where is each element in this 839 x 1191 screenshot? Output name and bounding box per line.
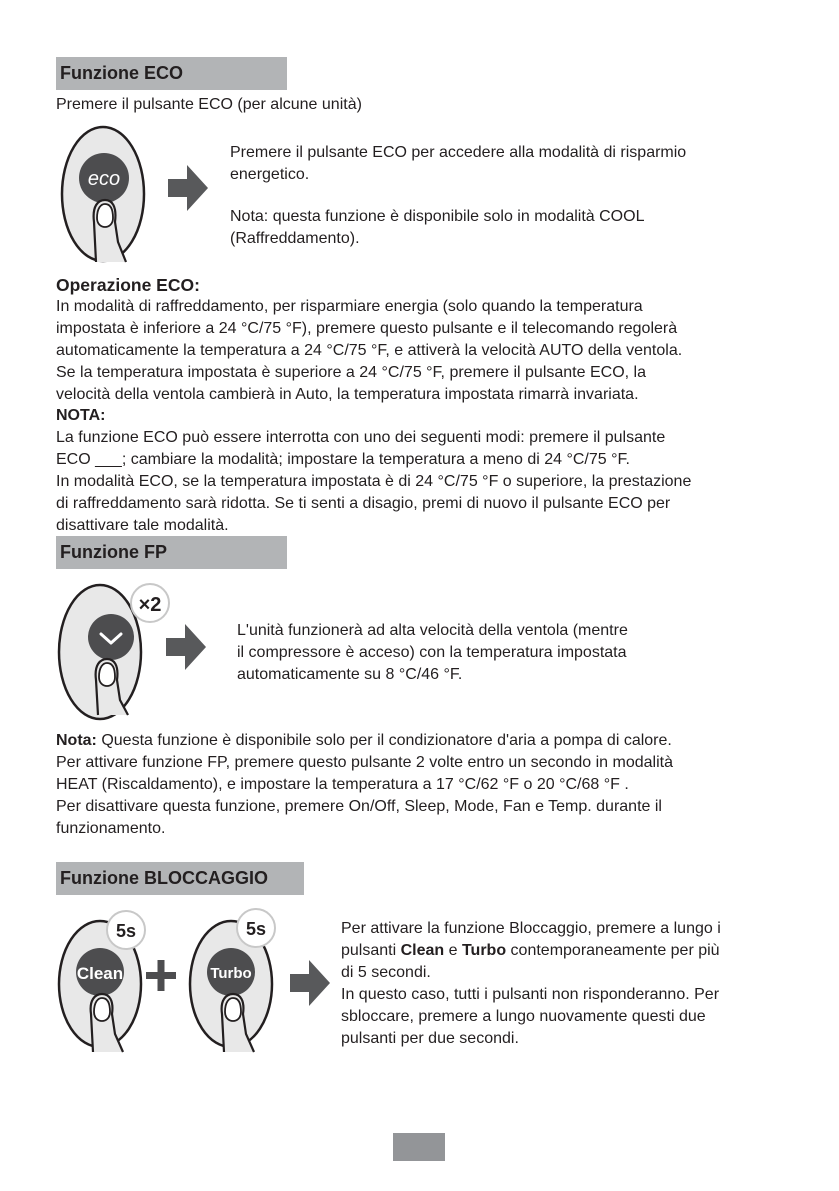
eco-note-line2: (Raffreddamento). — [230, 230, 360, 247]
eco-operation-line: automaticamente la temperatura a 24 °C/75 °F, e attiverà la velocità AUTO della ventola. — [56, 342, 683, 359]
fp-note-first-line: Nota: Questa funzione è disponibile solo per il condizionatore d'aria a pompa di calore. — [56, 732, 672, 749]
eco-note-line1: Nota: questa funzione è disponibile solo in modalità COOL — [230, 208, 645, 225]
eco-nota-line: ECO ___; cambiare la modalità; impostare la temperatura a meno di 24 °C/75 °F. — [56, 451, 630, 468]
eco-nota-line: In modalità ECO, se la temperatura impostata è di 24 °C/75 °F o superiore, la prestazione — [56, 473, 692, 490]
fp-desc-line: automaticamente su 8 °C/46 °F. — [237, 666, 463, 683]
lock-desc-line: di 5 secondi. — [341, 964, 431, 981]
svg-text:eco: eco — [87, 168, 121, 190]
svg-text:Clean: Clean — [76, 964, 124, 983]
arrow-right-icon — [166, 624, 206, 670]
fp-note-line: HEAT (Riscaldamento), e impostare la temperatura a 17 °C/62 °F o 20 °C/68 °F . — [56, 776, 629, 793]
eco-desc-line2: energetico. — [230, 166, 310, 183]
arrow-right-icon — [168, 165, 208, 211]
eco-operation-line: velocità della ventola cambierà in Auto, la temperatura impostata rimarrà invariata. — [56, 386, 639, 403]
fp-desc-line: L'unità funzionerà ad alta velocità della ventola (mentre — [237, 622, 628, 639]
eco-desc-line1: Premere il pulsante ECO per accedere alla modalità di risparmio — [230, 144, 687, 161]
eco-nota-title: NOTA: — [56, 407, 106, 424]
lock-desc-line: pulsanti Clean e Turbo contemporaneamente per più — [341, 942, 720, 959]
eco-operation-line: Se la temperatura impostata è superiore a 24 °C/75 °F, premere il pulsante ECO, la — [56, 364, 646, 381]
section-header-eco: Funzione ECO — [56, 57, 287, 90]
fp-desc-line: il compressore è acceso) con la temperatura impostata — [237, 644, 627, 661]
arrow-right-icon — [290, 960, 330, 1006]
lock-remote-illustration — [56, 906, 336, 1058]
eco-nota-line: La funzione ECO può essere interrotta con uno dei seguenti modi: premere il pulsante — [56, 429, 666, 446]
lock-desc-line: In questo caso, tutti i pulsanti non risponderanno. Per — [341, 986, 720, 1003]
lock-desc-line: Per attivare la funzione Bloccaggio, premere a lungo i — [341, 920, 721, 937]
fp-note-line: Per attivare funzione FP, premere questo pulsante 2 volte entro un secondo in modalità — [56, 754, 673, 771]
turbo-keyword: Turbo — [461, 942, 507, 959]
lock-desc-line: pulsanti per due secondi. — [341, 1030, 519, 1047]
lock-desc-line: sbloccare, premere a lungo nuovamente questi due — [341, 1008, 706, 1025]
eco-operation-line: impostata è inferiore a 24 °C/75 °F), premere questo pulsante e il telecomando regolerà — [56, 320, 678, 337]
section-header-lock: Funzione BLOCCAGGIO — [56, 862, 304, 895]
svg-text:Turbo: Turbo — [210, 965, 252, 982]
fp-remote-illustration — [56, 575, 216, 725]
page-number-box — [393, 1133, 445, 1161]
fp-note-line: Per disattivare questa funzione, premere On/Off, Sleep, Mode, Fan e Temp. durante il — [56, 798, 662, 815]
fp-note-label: Nota: — [56, 732, 97, 749]
eco-operation-line: In modalità di raffreddamento, per risparmiare energia (solo quando la temperatura — [56, 298, 643, 315]
eco-operation-title: Operazione ECO: — [56, 275, 200, 295]
svg-text:5s: 5s — [115, 921, 137, 941]
fp-button-icon — [88, 614, 134, 660]
svg-text:×2: ×2 — [138, 594, 162, 616]
eco-nota-line: di raffreddamento sarà ridotta. Se ti senti a disagio, premi di nuovo il pulsante ECO per — [56, 495, 671, 512]
eco-remote-illustration — [56, 122, 216, 272]
clean-keyword: Clean — [400, 942, 445, 959]
svg-text:5s: 5s — [245, 919, 267, 939]
eco-intro: Premere il pulsante ECO (per alcune unità) — [56, 96, 362, 113]
fp-note-line: funzionamento. — [56, 820, 166, 837]
section-header-fp: Funzione FP — [56, 536, 287, 569]
eco-nota-line: disattivare tale modalità. — [56, 517, 229, 534]
